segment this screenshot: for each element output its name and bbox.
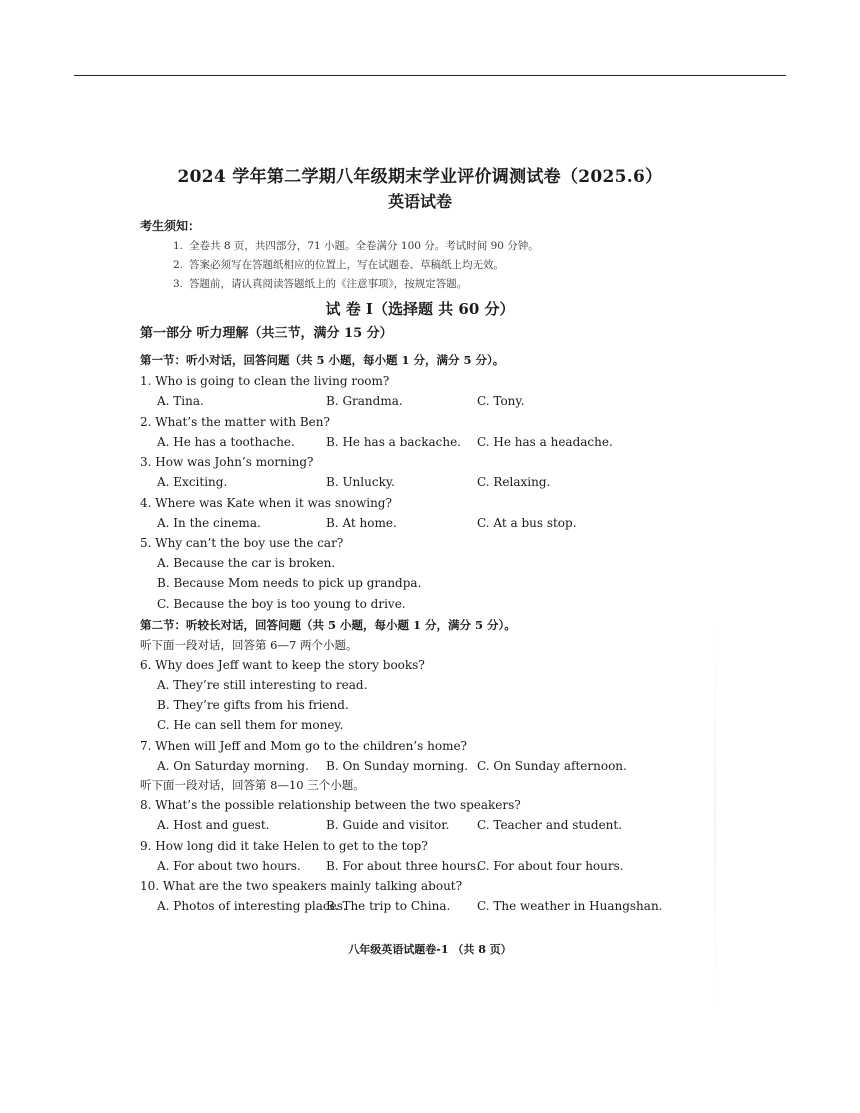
option-c: C. Relaxing.	[477, 475, 551, 489]
option-c: C. On Sunday afternoon.	[477, 758, 627, 773]
question-10	[140, 876, 700, 917]
option-c: C. He has a headache.	[477, 434, 613, 449]
option-c: C. He can sell them for money.	[157, 718, 344, 733]
option-a: A. In the cinema.	[157, 515, 261, 530]
top-rule	[74, 75, 786, 76]
options-row	[140, 896, 700, 917]
section1-heading: 第一节：听小对话，回答问题（共 5 小题，每小题 1 分，满分 5 分）。	[140, 353, 505, 367]
question-text: 1. Who is going to clean the living room?	[140, 374, 390, 388]
notice-list	[140, 237, 700, 294]
option-c: C. The weather in Huangshan.	[477, 899, 663, 914]
option-c: C. Because the boy is too young to drive.	[157, 596, 406, 611]
options-row	[140, 856, 700, 877]
options-row	[140, 756, 700, 777]
option-c: C. For about four hours.	[477, 858, 624, 873]
question-text: 4. Where was Kate when it was snowing?	[140, 495, 392, 510]
option-c: C. Tony.	[477, 394, 525, 408]
option-b: B. Grandma.	[326, 394, 403, 408]
option-a: A. Because the car is broken.	[157, 556, 336, 570]
option-b: B. For about three hours.	[326, 858, 481, 873]
options-row	[140, 391, 700, 412]
question-text: 8. What’s the possible relationship between the two speakers?	[140, 798, 521, 813]
option-a: A. Host and guest.	[157, 818, 270, 833]
page-footer: 八年级英语试题卷-1 （共 8 页）	[348, 943, 512, 956]
option-a: A. They’re still interesting to read.	[157, 677, 368, 692]
option-a: A. Photos of interesting places.	[157, 899, 347, 914]
paper-heading: 试 卷 Ⅰ（选择题 共 60 分）	[325, 300, 515, 318]
notice-item	[140, 275, 700, 294]
notice-item-number: 2.	[173, 259, 184, 271]
option-b: B. Guide and visitor.	[326, 818, 450, 833]
question-6	[140, 655, 700, 736]
question-text: 7. When will Jeff and Mom go to the children’s home?	[140, 738, 467, 753]
question-1	[140, 371, 700, 412]
option-b: B. Because Mom needs to pick up grandpa.	[157, 576, 422, 591]
notice-item-number: 3.	[173, 278, 184, 290]
scan-edge-shadow	[714, 620, 716, 1010]
notice-item-text: 答案必须写在答题纸相应的位置上，写在试题卷、草稿纸上均无效。	[189, 259, 504, 271]
exam-title: 2024 学年第二学期八年级期末学业评价调测试卷（2025.6）	[177, 167, 663, 187]
question-3	[140, 452, 700, 493]
notice-block	[140, 217, 700, 294]
options-row	[140, 513, 700, 534]
option-b: B. They’re gifts from his friend.	[157, 698, 349, 713]
notice-heading: 考生须知：	[140, 219, 201, 233]
part-heading: 第一部分 听力理解（共三节，满分 15 分）	[140, 326, 393, 341]
question-text: 2. What’s the matter with Ben?	[140, 414, 330, 429]
option-b: B. On Sunday morning.	[326, 758, 469, 773]
question-7	[140, 736, 700, 777]
option-a: A. On Saturday morning.	[157, 758, 309, 773]
question-5	[140, 533, 700, 614]
option-b: B. At home.	[326, 515, 397, 530]
question-text: 10. What are the two speakers mainly talking about?	[140, 879, 463, 894]
question-text: 3. How was John’s morning?	[140, 455, 314, 469]
section2-heading: 第二节：听较长对话，回答问题（共 5 小题，每小题 1 分，满分 5 分）。	[140, 617, 516, 632]
exam-subtitle: 英语试卷	[387, 192, 452, 211]
option-a: A. For about two hours.	[157, 858, 301, 873]
option-c: C. At a bus stop.	[477, 515, 577, 530]
option-c: C. Teacher and student.	[477, 818, 623, 833]
question-9	[140, 836, 700, 877]
dialogue-instruction: 听下面一段对话，回答第 8—10 三个小题。	[140, 778, 365, 793]
option-a: A. Exciting.	[157, 475, 228, 489]
dialogue-instruction: 听下面一段对话，回答第 6—7 两个小题。	[140, 637, 358, 652]
exam-sheet	[140, 165, 700, 917]
question-2	[140, 412, 700, 453]
question-8	[140, 795, 700, 836]
option-b: B. The trip to China.	[326, 899, 451, 914]
options-row	[140, 432, 700, 453]
notice-item-number: 1.	[173, 240, 184, 252]
option-a: A. Tina.	[157, 394, 204, 408]
option-b: B. Unlucky.	[326, 475, 395, 489]
question-text: 9. How long did it take Helen to get to the top?	[140, 838, 428, 853]
notice-item-text: 全卷共 8 页，共四部分，71 小题。全卷满分 100 分。考试时间 90 分钟。	[189, 240, 539, 252]
question-text: 5. Why can’t the boy use the car?	[140, 536, 344, 550]
option-b: B. He has a backache.	[326, 434, 461, 449]
options-row	[140, 472, 700, 493]
option-a: A. He has a toothache.	[157, 434, 295, 449]
question-text: 6. Why does Jeff want to keep the story books?	[140, 657, 425, 672]
notice-item-text: 答题前，请认真阅读答题纸上的《注意事项》，按规定答题。	[189, 278, 468, 290]
question-4	[140, 493, 700, 534]
options-row	[140, 815, 700, 836]
notice-item	[140, 237, 700, 256]
notice-item	[140, 256, 700, 275]
